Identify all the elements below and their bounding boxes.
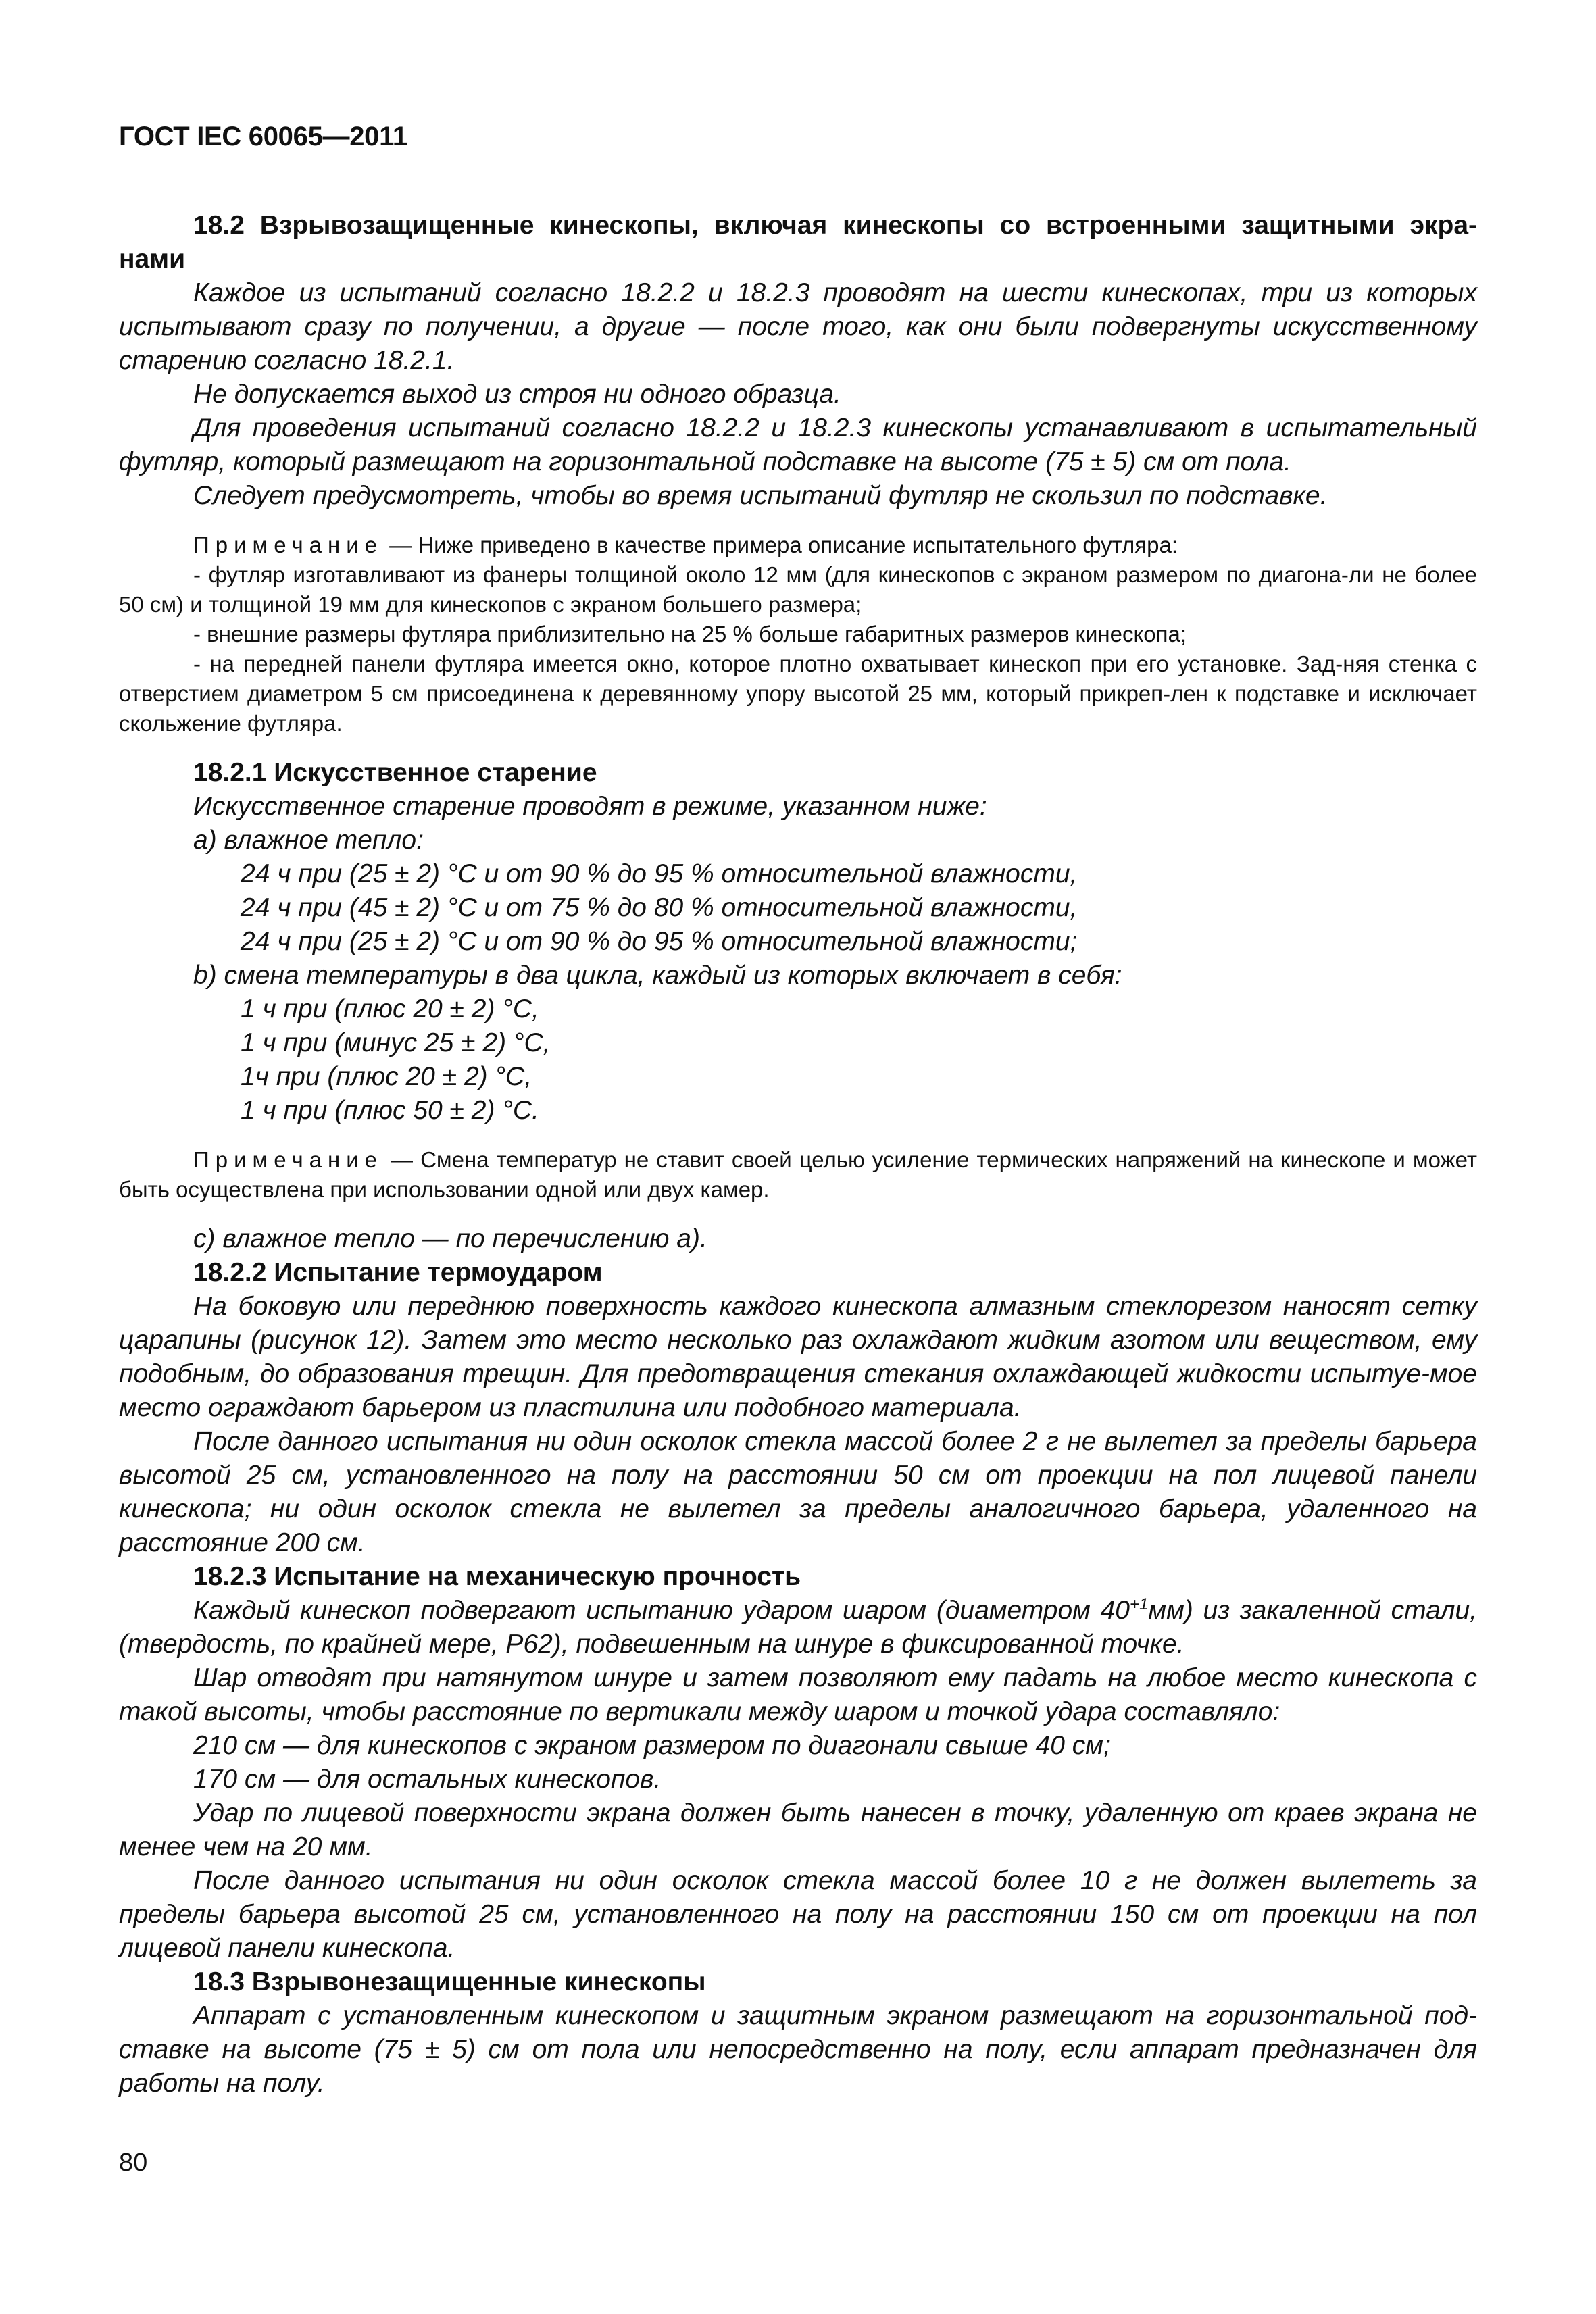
section-title-18-2-2: 18.2.2 Испытание термоударом bbox=[193, 1258, 603, 1287]
section-title-18-2: 18.2 Взрывозащищенные кинескопы, включая кинескопы со встроенными защитными экра-нами bbox=[119, 211, 1477, 274]
list-label-c: с) влажное тепло — по перечислению а). bbox=[193, 1224, 707, 1253]
list-item: 1 ч при (плюс 50 ± 2) °С. bbox=[241, 1096, 539, 1125]
paragraph: На боковую или переднюю поверхность каждого кинескопа алмазным стеклорезом наносят сетку царапины (рисунок 12). Затем это место несколько раз охлаждают жидким азотом или веществом, ему подобным, до образования трещин. Для предотвращения стекания охлаждающей жидкости испытуе-мое место ограждают барьером из пластилина или подобного материала. bbox=[119, 1292, 1477, 1422]
note-label: Примечание bbox=[193, 1147, 384, 1172]
paragraph: Следует предусмотреть, чтобы во время испытаний футляр не скользил по подставке. bbox=[193, 481, 1328, 510]
list-item: 1 ч при (минус 25 ± 2) °С, bbox=[241, 1028, 551, 1057]
note-item: - на передней панели футляра имеется окно, которое плотно охватывает кинескоп при его установке. Зад-няя стенка с отверстием диаметром 5 см присоединена к деревянному упору высотой 25 мм, который прикреп-лен к подставке и исключает скольжение футляра. bbox=[119, 651, 1477, 736]
paragraph bbox=[119, 1594, 1477, 1661]
page-number: 80 bbox=[119, 2148, 148, 2177]
note-item: - внешние размеры футляра приблизительно на 25 % больше габаритных размеров кинескопа; bbox=[193, 622, 1187, 647]
section-title-18-3: 18.3 Взрывонезащищенные кинескопы bbox=[193, 1967, 706, 1996]
paragraph: Искусственное старение проводят в режиме, указанном ниже: bbox=[193, 792, 987, 821]
note-label: Примечание bbox=[193, 532, 384, 557]
paragraph: После данного испытания ни один осколок стекла массой более 10 г не должен вылететь за пределы барьера высотой 25 см, установленного на полу на расстоянии 150 см от проекции на пол лицевой панели кинескопа. bbox=[119, 1866, 1477, 1963]
list-item: 1ч при (плюс 20 ± 2) °С, bbox=[241, 1062, 532, 1091]
paragraph: Для проведения испытаний согласно 18.2.2 и 18.2.3 кинескопы устанавливают в испытательный футляр, который размещают на горизонтальной подставке на высоте (75 ± 5) см от пола. bbox=[119, 413, 1477, 476]
document-header: ГОСТ IEC 60065—2011 bbox=[119, 122, 407, 151]
paragraph-part: Каждый кинескоп подвергают испытанию ударом шаром (диаметром 40 bbox=[193, 1596, 1130, 1625]
paragraph: Не допускается выход из строя ни одного образца. bbox=[193, 380, 841, 409]
paragraph: Аппарат с установленным кинескопом и защитным экраном размещают на горизонтальной под-ставке на высоте (75 ± 5) см от пола или непосредственно на полу, если аппарат предназначен для работы на полу. bbox=[119, 2001, 1477, 2098]
note-item: - футляр изготавливают из фанеры толщиной около 12 мм (для кинескопов с экраном размером по диагона-ли не более 50 см) и толщиной 19 мм для кинескопов с экраном большего размера; bbox=[119, 562, 1477, 617]
list-label-a: а) влажное тепло: bbox=[193, 826, 424, 855]
note-text: — Ниже приведено в качестве примера описание испытательного футляра: bbox=[383, 532, 1178, 557]
note-block bbox=[119, 1145, 1477, 1205]
paragraph: Шар отводят при натянутом шнуре и затем позволяют ему падать на любое место кинескопа с такой высоты, чтобы расстояние по вертикали между шаром и точкой удара составляло: bbox=[119, 1663, 1477, 1726]
list-item: 24 ч при (25 ± 2) °С и от 90 % до 95 % относительной влажности, bbox=[241, 859, 1078, 888]
document-page bbox=[119, 122, 1477, 2101]
note-block bbox=[119, 530, 1477, 738]
note bbox=[119, 530, 1477, 560]
paragraph: Каждое из испытаний согласно 18.2.2 и 18.2.3 проводят на шести кинескопах, три из которых испытывают сразу по получении, а другие — после того, как они были подвергнуты искусственному старению согласно 18.2.1. bbox=[119, 278, 1477, 375]
paragraph: После данного испытания ни один осколок стекла массой более 2 г не вылетел за пределы барьера высотой 25 см, установленного на полу на расстоянии 50 см от проекции на пол лицевой панели кинескопа; ни один осколок стекла не вылетел за пределы аналогичного барьера, удаленного на расстояние 200 см. bbox=[119, 1427, 1477, 1557]
paragraph-part: мм) из закаленной стали, (твердость, по крайней мере, Р62), подвешенным на шнуре в фиксированной точке. bbox=[119, 1596, 1477, 1659]
note-text: — Смена температур не ставит своей целью усиление термических напряжений на кинескопе и может быть осуществлена при использовании одной или двух камер. bbox=[119, 1147, 1477, 1202]
list-label-b: b) смена температуры в два цикла, каждый из которых включает в себя: bbox=[193, 961, 1122, 990]
paragraph: 210 см — для кинескопов с экраном размером по диагонали свыше 40 см; bbox=[193, 1731, 1111, 1760]
section-title-18-2-3: 18.2.3 Испытание на механическую прочность bbox=[193, 1562, 801, 1591]
note bbox=[119, 1145, 1477, 1205]
list-item: 1 ч при (плюс 20 ± 2) °С, bbox=[241, 995, 539, 1024]
list-item: 24 ч при (45 ± 2) °С и от 75 % до 80 % относительной влажности, bbox=[241, 893, 1078, 922]
paragraph: Удар по лицевой поверхности экрана должен быть нанесен в точку, удаленную от краев экрана не менее чем на 20 мм. bbox=[119, 1799, 1477, 1861]
superscript: +1 bbox=[1129, 1595, 1149, 1613]
list-item: 24 ч при (25 ± 2) °С и от 90 % до 95 % относительной влажности; bbox=[241, 927, 1078, 956]
section-title-18-2-1: 18.2.1 Искусственное старение bbox=[193, 758, 597, 787]
paragraph: 170 см — для остальных кинескопов. bbox=[193, 1765, 662, 1794]
